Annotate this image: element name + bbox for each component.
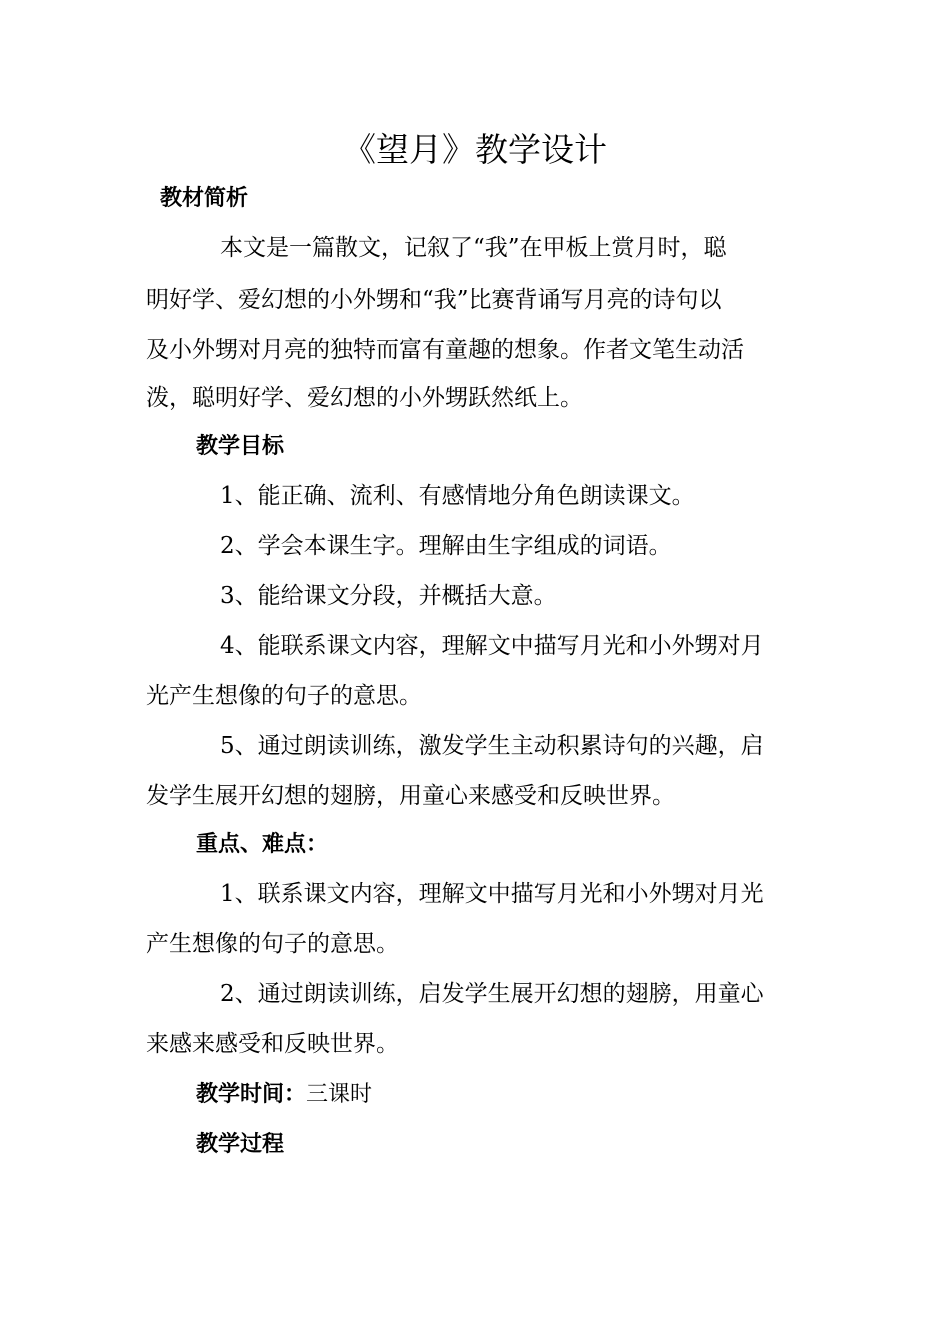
material-line-4: 泼，聪明好学、爱幻想的小外甥跃然纸上。 bbox=[146, 385, 583, 411]
goal-line-5: 光产生想像的句子的意思。 bbox=[146, 683, 422, 709]
teaching-time-row bbox=[196, 1080, 372, 1110]
heading-key-difficult-points: 重点、难点： bbox=[196, 832, 329, 857]
goal-line-6: 5、通过朗读训练，激发学生主动积累诗句的兴趣，启 bbox=[220, 733, 764, 759]
key-line-1: 1、联系课文内容，理解文中描写月光和小外甥对月光 bbox=[220, 881, 764, 907]
heading-material-analysis: 教材简析 bbox=[160, 186, 249, 211]
key-line-4: 来感来感受和反映世界。 bbox=[146, 1031, 399, 1057]
material-line-3: 及小外甥对月亮的独特而富有童趣的想象。作者文笔生动活 bbox=[146, 337, 744, 363]
goal-line-2: 2、学会本课生字。理解由生字组成的词语。 bbox=[220, 533, 672, 559]
goal-line-3: 3、能给课文分段，并概括大意。 bbox=[220, 583, 557, 609]
material-line-1: 本文是一篇散文，记叙了“我”在甲板上赏月时，聪 bbox=[220, 235, 727, 261]
heading-teaching-time: 教学时间： bbox=[196, 1082, 307, 1107]
document-title: 《望月》教学设计 bbox=[343, 130, 607, 169]
material-line-2: 明好学、爱幻想的小外甥和“我”比赛背诵写月亮的诗句以 bbox=[146, 287, 722, 313]
key-line-2: 产生想像的句子的意思。 bbox=[146, 931, 399, 957]
goal-line-1: 1、能正确、流利、有感情地分角色朗读课文。 bbox=[220, 483, 695, 509]
key-line-3: 2、通过朗读训练，启发学生展开幻想的翅膀，用童心 bbox=[220, 981, 764, 1007]
goal-line-4: 4、能联系课文内容，理解文中描写月光和小外甥对月 bbox=[220, 633, 764, 659]
heading-teaching-goals: 教学目标 bbox=[196, 434, 285, 459]
goal-line-7: 发学生展开幻想的翅膀，用童心来感受和反映世界。 bbox=[146, 783, 675, 809]
heading-teaching-process: 教学过程 bbox=[196, 1132, 285, 1157]
teaching-time-value: 三课时 bbox=[306, 1082, 373, 1107]
